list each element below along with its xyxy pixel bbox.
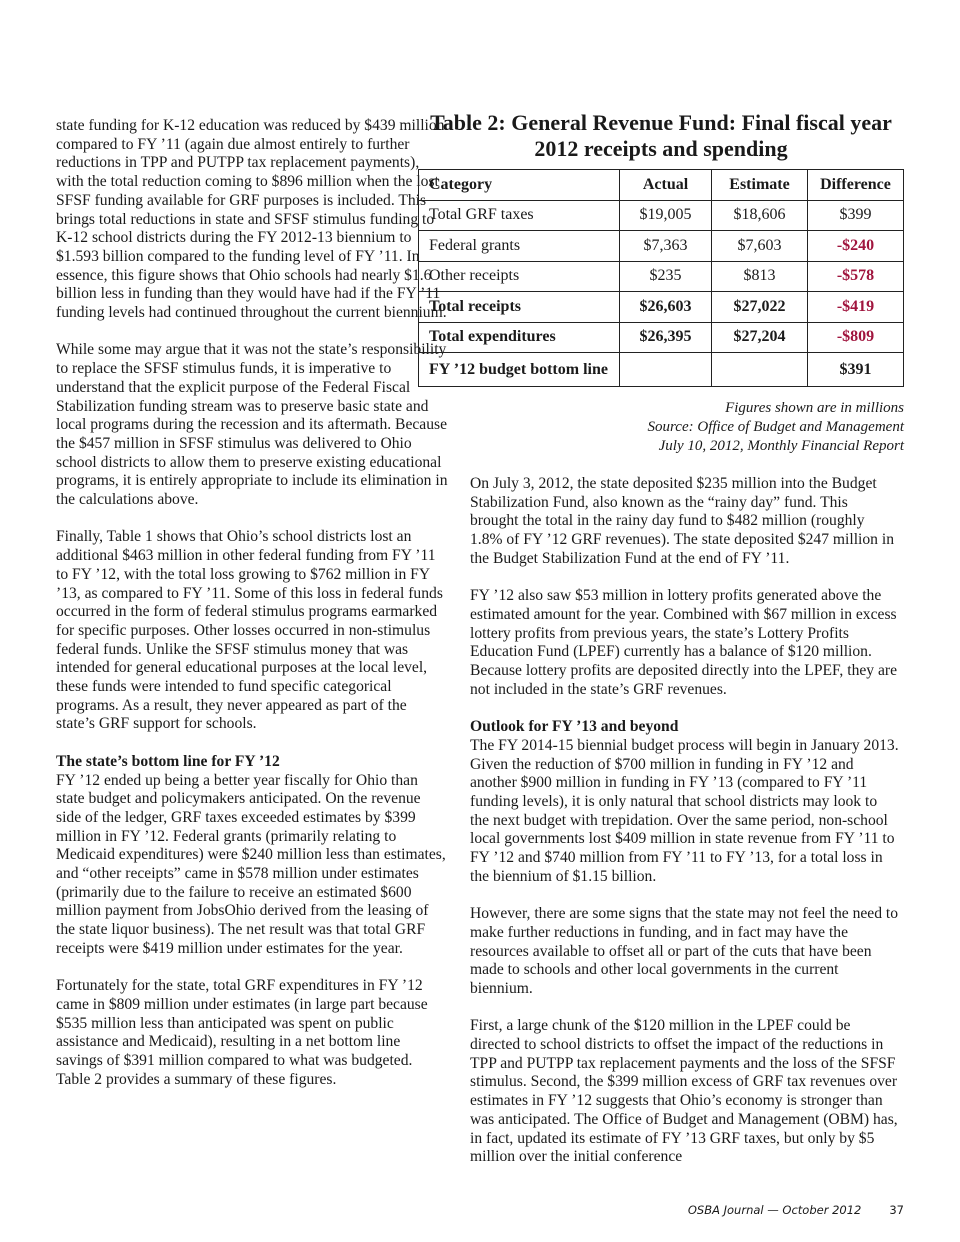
publication-name: OSBA Journal — October 2012 [687,1203,862,1217]
right-column [470,475,900,1186]
table-row [419,261,904,292]
estimate-cell [712,353,808,387]
estimate-cell: $7,603 [712,231,808,262]
header-category: Category [419,170,620,201]
difference-cell: -$419 [807,292,903,323]
difference-cell: -$809 [807,322,903,353]
table-notes [560,399,904,456]
category-cell: FY ’12 budget bottom line [419,353,620,387]
table-row [419,231,904,262]
source-note: Source: Office of Budget and Management [647,419,904,435]
revenue-table [418,169,904,387]
category-cell: Other receipts [419,261,620,292]
actual-cell: $19,005 [620,200,712,231]
actual-cell: $7,363 [620,231,712,262]
paragraph: state funding for K-12 education was reduced by $439 million compared to FY ’11 (again due almost entirely to further reductions in TPP and PUTPP tax replacement payments), with the total reduction coming to $896 million when the lost SFSF funding available for GRF purposes is included. This brings total reductions in state and SFSF stimulus funding to K-12 school districts during the FY 2012-13 biennium to $1.593 billion compared to the funding level of FY ’11. In essence, this figure shows that Ohio schools had nearly $1.6 billion less in funding than they would have had if the FY ’11 funding levels had continued throughout the current biennium. [56,117,447,322]
paragraph: Fortunately for the state, total GRF expenditures in FY ’12 came in $809 million under estimates (in large part because $535 million less than anticipated was spent on public assistance and Medicaid), resulting in a net bottom line savings of $391 million compared to what was budgeted. Table 2 provides a summary of these figures. [56,977,428,1088]
table-row [419,353,904,387]
header-estimate: Estimate [712,170,808,201]
estimate-cell: $813 [712,261,808,292]
actual-cell: $26,603 [620,292,712,323]
difference-cell: $391 [807,353,903,387]
paragraph: While some may argue that it was not the state’s responsibility to replace the SFSF stimulus funds, it is imperative to understand that the explicit purpose of the Federal Fiscal Stabilization funding stream was to preserve basic state and local programs during the recession and its aftermath. Because the $457 million in SFSF stimulus was delivered to Ohio school districts to allow them to preserve existing educational programs, it is entirely appropriate to include its elimination in the calculations above. [56,341,448,509]
estimate-cell: $27,204 [712,322,808,353]
table-header-row [419,170,904,201]
estimate-cell: $18,606 [712,200,808,231]
actual-cell: $235 [620,261,712,292]
difference-cell: -$240 [807,231,903,262]
paragraph: Finally, Table 1 shows that Ohio’s school districts lost an additional $463 million in other federal funding from FY ’11 to FY ’12, with the total loss growing to $762 million in FY ’13, as compared to FY ’11. Some of this loss in federal funds occurred in the form of federal stimulus programs earmarked for specific purposes. Other losses occurred in non-stimulus federal funds. Unlike the SFSF stimulus money that was intended for general educational purposes at the local level, these funds were intended to fund specific categorical programs. As a result, they never appeared as part of the state’s GRF support for schools. [56,528,443,733]
table-row [419,200,904,231]
units-note: Figures shown are in millions [725,400,904,416]
page-number: 37 [889,1203,904,1217]
paragraph: FY ’12 also saw $53 million in lottery profits generated above the estimated amount for the year. Combined with $67 million in excess lottery profits from previous years, the state’s Lottery Profits Education Fund (LPEF) currently has a balance of $120 million. Because lottery profits are deposited directly into the LPEF, they are not included in the state’s GRF revenues. [470,587,898,698]
header-difference: Difference [807,170,903,201]
paragraph: However, there are some signs that the state may not feel the need to make further reductions in funding, and in fact may have the resources available to offset all or part of the cuts that have been made to schools and other local governments in the current biennium. [470,905,899,997]
table-row [419,292,904,323]
actual-cell: $26,395 [620,322,712,353]
paragraph: The FY 2014-15 biennial budget process will begin in January 2013. Given the reduction of $700 million in funding in FY ’12 and another $900 million in funding in FY ’13 (compared to FY ’11 funding levels), it is only natural that school districts may look to the next budget with trepidation. Over the same period, non-school local governments lost $409 million in state revenue from FY ’11 to FY ’12 and $740 million from FY ’11 to FY ’13, for a total loss in the biennium of $1.15 billion. [470,736,899,885]
table-title: Table 2: General Revenue Fund: Final fiscal year 2012 receipts and spending [430,110,892,161]
paragraph: On July 3, 2012, the state deposited $235 million into the Budget Stabilization Fund, also known as the “rainy day” fund. This brought the total in the rainy day fund to $482 million (roughly 1.8% of FY ’12 GRF revenues). The state deposited $247 million in the Budget Stabilization Fund at the end of FY ’11. [470,475,895,567]
category-cell: Total receipts [419,292,620,323]
section-heading: The state’s bottom line for FY ’12 [56,752,280,770]
table-row [419,322,904,353]
paragraph: First, a large chunk of the $120 million in the LPEF could be directed to school districts to offset the impact of the reductions in TPP and PUTPP tax replacement payments and the loss of the SFSF stimulus. Second, the $399 million excess of GRF tax revenues over estimates in FY ’12 suggests that Ohio’s economy is stronger than was anticipated. The Office of Budget and Management (OBM) has, in fact, updated its estimate of FY ’13 GRF taxes, but only by $5 million over the initial conference [470,1017,898,1166]
category-cell: Total expenditures [419,322,620,353]
paragraph: FY ’12 ended up being a better year fiscally for Ohio than state budget and policymakers anticipated. On the revenue side of the ledger, GRF taxes exceeded estimates by $399 million in FY ’12. Federal grants (primarily relating to Medicaid expenditures) were $240 million less than estimates, and “other receipts” came in $578 million under estimates (primarily due to the failure to receive an estimated $600 million payment from JobsOhio derived from the leasing of the state liquor business). The net result was that total GRF receipts were $419 million under estimates for the year. [56,771,446,957]
category-cell: Total GRF taxes [419,200,620,231]
section-heading: Outlook for FY ’13 and beyond [470,718,679,736]
difference-cell: $399 [807,200,903,231]
page-footer [600,1203,904,1217]
left-column [56,117,448,1108]
estimate-cell: $27,022 [712,292,808,323]
date-note: July 10, 2012, Monthly Financial Report [658,438,904,454]
actual-cell [620,353,712,387]
category-cell: Federal grants [419,231,620,262]
difference-cell: -$578 [807,261,903,292]
header-actual: Actual [620,170,712,201]
